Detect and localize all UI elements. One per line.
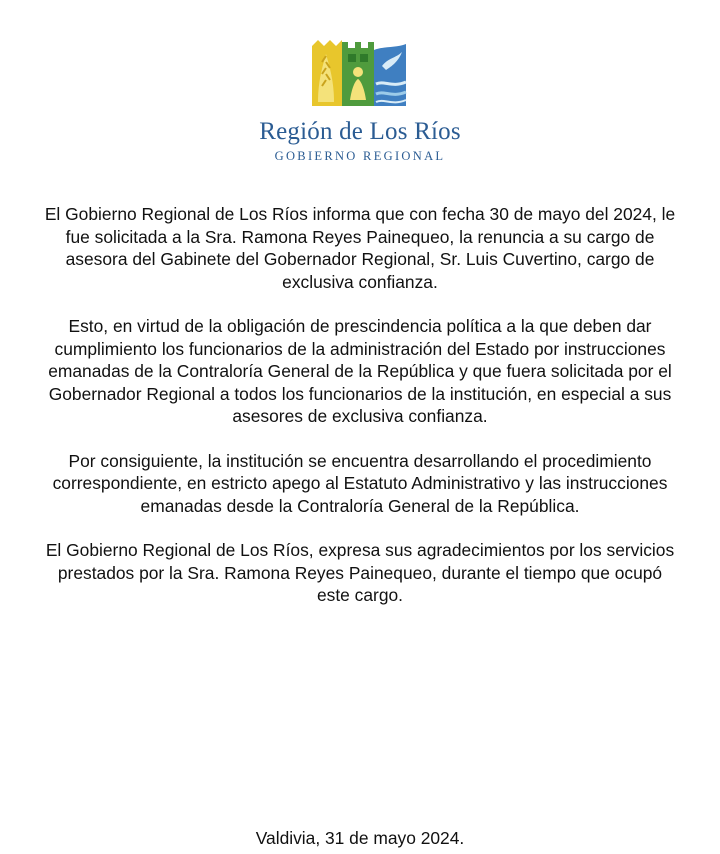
place-date: Valdivia, 31 de mayo 2024. [255,828,465,848]
paragraph: Esto, en virtud de la obligación de prescindencia política a la que deben dar cumplimiento los funcionarios de la administración del Estado por instrucciones emanadas de la Contraloría General de la República y que fuera solicitada por el Gobernador Regional a todos los funcionarios de la institución, en especial a sus asesores de exclusiva confianza. [48,316,672,426]
paragraph: El Gobierno Regional de Los Ríos, expresa sus agradecimientos por los servicios prestados por la Sra. Ramona Reyes Painequeo, durante el tiempo que ocupó este cargo. [45,540,675,605]
paragraph: Por consiguiente, la institución se encuentra desarrollando el procedimiento correspondiente, en estricto apego al Estatuto Administrativo y las instrucciones emanadas desde la Contraloría General de la República. [52,450,668,516]
header-logo [0,36,720,164]
region-de-los-rios-emblem-icon [304,36,416,112]
org-name: Región de Los Ríos [259,118,461,145]
org-subtitle: GOBIERNO REGIONAL [274,149,446,163]
paragraph: El Gobierno Regional de Los Ríos informa que con fecha 30 de mayo del 2024, le fue solicitada a la Sra. Ramona Reyes Painequeo, la renuncia a su cargo de asesora del Gabinete del Gobernador Regional, Sr. Luis Cuvertino, cargo de exclusiva confianza. [44,204,676,292]
statement-body [40,203,680,629]
